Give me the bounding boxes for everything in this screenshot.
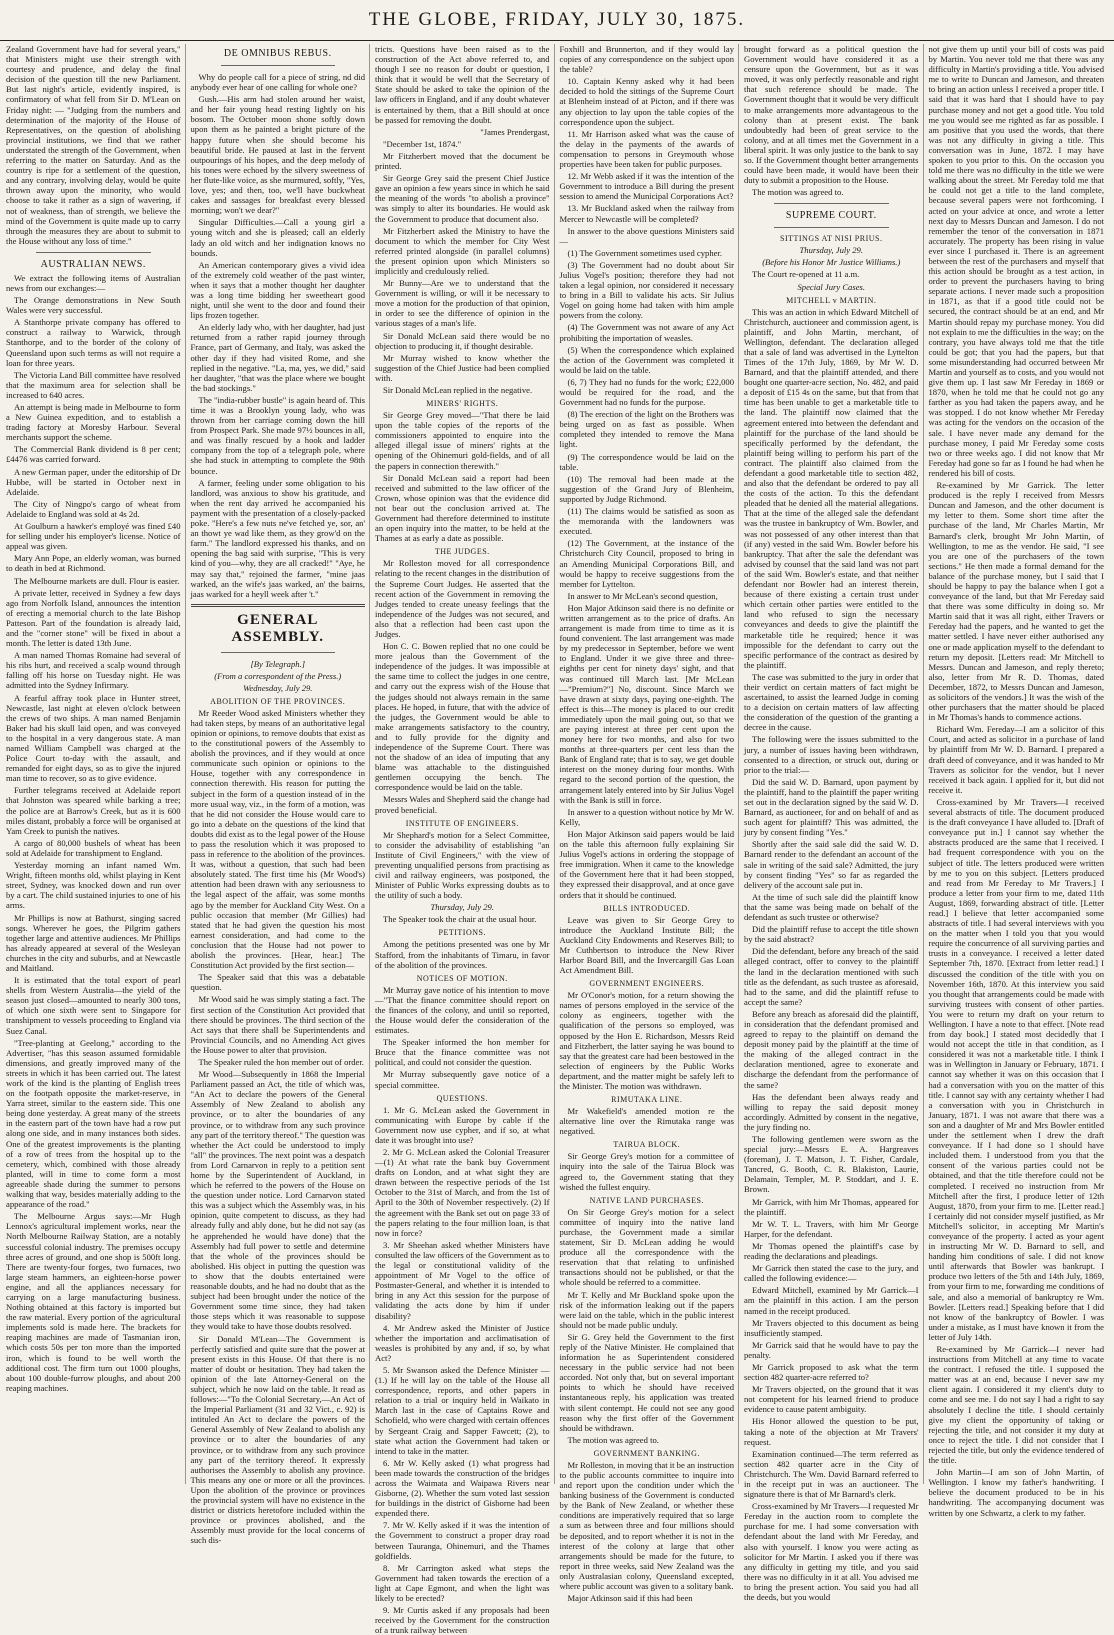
article-paragraph: 8. Mr Carrington asked what steps the Government had taken towards the erection of a light at Cape Egmont, and when the light was likely to be erected?	[375, 1562, 550, 1604]
article-paragraph: 7. Mr W. Kelly asked if it was the intention of the Government to construct a proper dray road between Tauranga, Ohinemuri, and the Thames goldfields.	[375, 1520, 550, 1561]
article-paragraph: At Goulburn a hawker's employé was fined £40 for selling under his employer's license. Notice of appeal was given.	[6, 521, 181, 552]
article-paragraph: A Stanthorpe private company has offered to construct a railway to Warwick, through Stanthorpe, and to the border of the colony of Queensland upon such terms as will not require a loan for three years.	[6, 317, 181, 368]
subheading: INSTITUTE OF ENGINEERS.	[405, 818, 519, 828]
article-paragraph: A new German paper, under the editorship of Dr Hubbe, will be started in October next in Adelaide.	[6, 466, 181, 497]
article-paragraph: Messrs Wales and Shepherd said the change had proved beneficial.	[375, 794, 550, 815]
article-paragraph: Mr Phillips is now at Bathurst, singing sacred songs. Wherever he goes, the Pilgrim gathers together large and attentive audiences. Mr Phillips has already appeared at several of the Wesleyan churches in the city and suburbs, and at Newcastle and Maitland.	[6, 912, 181, 973]
subheading: MINERS' RIGHTS.	[426, 399, 499, 409]
article-paragraph: Cross-examined by Mr Travers—I received several abstracts of title. The document produced is the draft conveyance I have alluded to. [Draft of conveyance put in.] I cannot say whether the abstracts produced are the same that I received. I had frequent correspondence with you on the subject of title. The letters produced were written by me to you on this subject. [Letters produced and read from Mr Fereday to Mr Travers.] I produce a letter from your firm to me, dated 11th August, 1869, forwarding abstract of title. [Letter read.] I believe that letter accompanied some abstracts of title. I had several interviews with you on the matter when I told you that you would require the concurrence of all surviving parties and trusts in a conveyance. I received a letter dated September 7th, 1870. [Extract from letter read.] I discussed the condition of the title with you on November 16th, 1870. At this interview you said you thought that arrangements could be made with surviving trustees with consent of other parties. You were to return my draft on your return to Wellington. I have a note to that effect. [Note read from day book.] I stated most decidedly that I would not accept the title in that condition, as I considered it was not a marketable title. I think I was in Wellington in January or February, 1871. I cannot say whether it was on this occasion that I had a conversation with you on the matter of this title. I cannot say with any certainty whether I had a conversation with you in Christchurch in January, 1871. I was not aware that there was a son and a daughter of Mr and Mrs Bowler entitled under the settlement when I drew the draft conveyance. If I had done so I should have included them. I understood from you that the consent of the various parties could not be obtained, and that the title therefore could not be completed. I received no instruction from Mr Mitchell after the first, I produce letter of 12th August, 1870, from your firm to me. [Letter read.] I certainly did not consider myself justified, as Mr Mitchell's solicitor, in accepting Mr Martin's conveyance of the property. I acted as your agent in instructing Mr W. D. Barnard to sell, and handing him conditions of sale. I did not know until afterwards that Bowler was bankrupt. I produce two letters of the 5th and 14th July, 1869, from your firm to me, forwarding me conditions of sale, and also a memorial of bankruptcy re Wm. Bowler. [Letters read.] Speaking before that I did not know of the bankruptcy of Bowler. I was under a mistake, as I must have known it from the letter of July 14th.	[928, 796, 1104, 1342]
subheading: RIMUTAKA LINE.	[611, 1095, 683, 1105]
article-paragraph: Re-examined by Mr Garrick—I never had instructions from Mitchell at any time to vacate the contract. I refused the title. I supposed the matter was at an end, because I never saw my client again. I considered it my client's duty to come and see me. I do not say I had a right to say absolutely I decline the title. I should certainly give my client the opportunity of taking or rejecting the title, and not consider it my duty at once to reject the title. I did not consider that I rejected the title, but only the evidence tendered of the title.	[928, 1344, 1104, 1466]
article-paragraph: 5. Mr Swanson asked the Defence Minister —(1.) If he will lay on the table of the House all correspondence, reports, and other papers in relation to a trial or inquiry held in Waikato in March last in the case of Captains Rowe and Schofield, who were charged with certain offences by Sergeant Craig and Sapper Fawcett; (2), to state what action the Government had taken or intend to take in the matter.	[375, 1364, 550, 1456]
article-paragraph: Examination continued—The term referred as section 482 quarter acre in the City of Christchurch. The Wm. David Barnard referred to in the receipt put in was an auctioneer. The signature there is that of Mr Barnard's clerk.	[744, 1448, 919, 1500]
article-paragraph: not give them up until your bill of costs was paid by Martin. You never told me that there was any difficulty in Martin's providing a title. You advised me to write to Duncan and Jameson, and threaten to bring an action unless I received a proper title. I said that it was hard that I should have to pay purchase money and not get a good title. You told me you would see me righted as far as possible. I am positive that you used the words, that there was not any difficulty in giving a title. This conversation was in June, 1872. I may have spoken to you prior to this. On the occasion you told me there was no difficulty in the title we were walking about the street. Mr Fereday told me that he could not get a title to the land complete, because several papers were not forthcoming. I acted on your advice at once, and wrote a letter next day to Messrs Duncan and Jameson. I do not remember the tenor of the conversation in 1871 accurately. The property has been rising in value ever since I purchased it. There is an agreement between the rest of the purchasers and myself that this action should be brought as a test action, in order to prevent the purchasers having to bring separate actions. I never made such a proposition in 1871, as that if a good title could not be secured, the contract should be at an end, and Mr Martin should repay my purchase money. You did not explain to me the difficulties in the way; on the contrary, you have always told me that the title could be got; that you had the papers, but that some misunderstanding had occurred between Mr Martin and yourself as to costs, and you would not give them up. I last saw Mr Fereday in 1869 or 1870, when he told me that he could not go any farther as you had taken the papers away, and he was stopped. I do not know whether Mr Fereday was acting for the vendors on the occasion of the sale. I have never made any demand for the purchase money, I paid Mr Fereday some costs two or three weeks ago. I did not know that Mr Fereday had gone so far as I found he had when he rendered his bill of costs.	[928, 44, 1104, 478]
article-paragraph: In answer to a question without notice by Mr W. Kelly,	[559, 806, 734, 827]
article-paragraph: Sir Donald McLean replied in the negative.	[383, 385, 533, 395]
article-paragraph: 2. Mr G. McLean asked the Colonial Treasurer—(1) At what rate the bank buy Government drafts on London, and at what sight they are drawn between the respective periods of the 1st October to the 31st of March, and from the 1st of April to the 30th of November respectively. (2) If the agreement with the Bank set out on page 33 of the papers relating to the four million loan, is that now in force?	[375, 1147, 550, 1238]
article-paragraph: The case was submitted to the jury in order that their verdict on certain matters of fact might be ascertained, to assist the learned Judge in coming to a decision on certain matters of law affecting the consideration of the question of the granting a decree in the cause.	[744, 671, 919, 733]
signature-date: "December 1st, 1874."	[383, 138, 462, 149]
article-paragraph: Sir George Grey's motion for a committee of inquiry into the sale of the Tairua Block was agreed to, the Government stating that they wished the fullest enquiry.	[559, 1151, 734, 1192]
article-paragraph: Sir Donald M'Lean—The Government is perfectly satisfied and quite sure that the power at present exists in this House. Of that there is no matter of doubt or hesitation. They had taken the opinion of the late Attorney-General on the subject, which he now laid on the table. It read as follows:—"To the Colonial Secretary,—An Act of the Imperial Parliament (31 and 32 Vict., c. 92) is intituled An Act to declare the powers of the General Assembly of New Zealand to abolish any province or to alter the boundaries of any province, or to withdraw from any such province any part of the territory thereof. It expressly authorises the Assembly to abolish any province. This means any one or more or all the provinces. Upon the abolition of the province or provinces the provincial system will have no existence in the district or districts heretofore included within the province or provinces abolished, and the Assembly must provide for the local concerns of such dis-	[190, 1333, 365, 1546]
article-paragraph: Edward Mitchell, examined by Mr Garrick—I am the plaintiff in this action. I am the person named in the receipt produced.	[744, 1285, 919, 1316]
article-paragraph: A farmer, feeling under some obligation to his landlord, was anxious to show his gratitude, and when the rent day arrived he accompanied his payment with the presentation of a closely-packed poke. "Here's a few nuts ne've fetched ye, sor, an' an thowt ye wad like them, as they grow'd on the farm." The landlord expressed his thanks, and on opening the bag said with surprise, "This is very kind of you—why, they are all cracked!" "Aye, he may say that," rejoined the farmer, "mine jaas warked, an the wife's jaas warked, an' the bairns, jaas warked for a heyll week after 't."	[190, 477, 365, 599]
article-paragraph: (12) The Government, at the instance of the Christchurch City Council, proposed to bring in an Amending Municipal Corporations Bill, and would be happy to receive suggestions from the member for Lyttelton.	[559, 538, 734, 589]
article-paragraph: Mr Travers objected, on the ground that it was not competent for his learned friend to produce evidence to cause patent ambiguity.	[744, 1384, 919, 1415]
column-5	[744, 44, 924, 1603]
article-paragraph: 3. Mr Sheehan asked whether Ministers have consulted the law officers of the Government as to the legal or constitutional validity of the appointment of Mr Vogel to the office of Postmaster-General, and whether it is intended to bring in any Act this session for the purpose of validating the acts done by him if under disability?	[375, 1239, 550, 1321]
subheading: GOVERNMENT ENGINEERS.	[589, 979, 705, 989]
masthead-title: THE GLOBE, FRIDAY, JULY 30, 1875.	[368, 9, 746, 30]
divider	[221, 652, 336, 653]
subheading: PETITIONS.	[438, 928, 486, 938]
article-paragraph: Mr Rolleston, in moving that it be an instruction to the public accounts committee to inquire into and report upon the condition under which the banking business of the Government is conducted by the Bank of New Zealand, or whether these conditions are imperatively required that so large a sum as between three and four millions should be deposited, and to report whether it is not in the interest of the colony at large that other arrangements should be made for the future, to report in three weeks, said New Zealand was the only Australasian colony, Queensland excepted, where public account was given to a solitary bank.	[559, 1459, 734, 1592]
article-paragraph: Did the said W. D. Barnard, upon payment by the plaintiff, hand to the plaintiff the paper writing set out in the declaration signed by the said W. D. Barnard, as auctioneer, for and on behalf of and as such agent for plaintiff? This was admitted, the jury by consent finding "Yes."	[744, 776, 919, 838]
article-paragraph: Among the petitions presented was one by Mr Stafford, from the inhabitants of Timaru, in favor of the abolition of the provinces.	[375, 939, 550, 970]
subheading: BILLS INTRODUCED.	[603, 903, 691, 913]
article-paragraph: Gush.—His arm had stolen around her waist, and her fair young head resting lightly on his bosom. The October moon shone softly down upon them as he painted a bright picture of the happy future when she should become his beautiful bride. He paused at last in the fervent outpourings of his hopes, and the deep melody of his tones were echoed by the silvery sweetness of her flute-like voice, as she murmured, softly, "Yes, love, yes; and then, too, we'll have buckwheat cakes and sassages for breakfast every blessed morning; won't we dear?"	[190, 94, 365, 216]
article-paragraph: Major Atkinson said if this had been	[567, 1593, 693, 1604]
article-paragraph: (6, 7) They had no funds for the work; £22,000 would be required for the road, and the Government had no funds for the purpose.	[559, 376, 734, 408]
article-paragraph: Mr Murray subsequently gave notice of a special committee.	[375, 1069, 550, 1090]
article-paragraph: Mr Bunny—Are we to understand that the Government is willing, or will it be necessary to move a motion for the production of that opinion, in order to see the difference of opinion in the various stages of a man's life.	[375, 278, 550, 329]
article-paragraph: Did the defendant, before any breach of the said alleged contract, offer to convey to the plaintiff the land in the declaration mentioned with such title as the defendant, as such trustee as aforesaid, had to the same, and did the plaintiff refuse to accept the same?	[744, 946, 919, 1007]
article-paragraph: Mr Garrick then stated the case to the jury, and called the following evidence:—	[744, 1263, 919, 1284]
column-1	[6, 44, 186, 1484]
column-2	[190, 44, 371, 1546]
article-paragraph: A cargo of 80,000 bushels of wheat has been sold at Adelaide for transhipment to England.	[6, 837, 181, 858]
subheading: ABOLITION OF THE PROVINCES.	[210, 696, 346, 706]
article-paragraph: The Melbourne Argus says:—Mr Hugh Lennox's agricultural implement works, near the North Melbourne Railway Station, are a notably successful colonial industry. The premises occupy three acres of ground, and one shop is 500ft long. There are twenty-four forges, two furnaces, two large steam hammers, an eighteen-horse power engine, and all the appliances necessary for carrying on a large manufacturing business. Nothing obtained at this factory is imported but the raw material. Every portion of the agricultural implements sold is made here. The brackets for reaping machines are made of Tasmanian iron, which costs 50s per ton more than the imported iron, which is found to be well worth the additional cost. The firm turn out 1000 ploughs, about 100 double-furrow ploughs, and about 200 reaping machines.	[6, 1211, 181, 1393]
article-paragraph: Re-examined by Mr Garrick. The letter produced is the reply I received from Messrs Duncan and Jameson, and the other document is my letter to them. Some short time after the purchase of the land, Mr Charles Martin, Mr Barnard's clerk, brought Mr John Martin, of Wellington, to me as the vendor. He said, "I see you are one of the purchasers of the town sections." He then made a formal demand for the balance of the purchase money, but I said that I should be happy to pay the balance when I got a conveyance of the land, but that Mr Fereday said that there was some difficulty in doing so. Mr Martin said that it was all right, either Travers or Fereday had the papers, and he wanted to get the matter settled. I have never either authorised any one or made application myself to the defendant to return my deposit. [Letters read: Mr Mitchell to Messrs. Duncan and Jameson, and reply thereto; also, letter from Mr R. D. Thomas, dated December, 1872, to Messrs Duncan and Jameson, as solicitors of the vendors.] It was the wish of the other purchasers that the matter should be placed in Mr Thomas's hands to commence actions.	[928, 480, 1104, 723]
article-paragraph: (3) The Government had no doubt about Sir Julius Vogel's position; therefore they had not taken a legal opinion, nor considered it necessary to bring in a Bill to validate his acts. Sir Julius Vogel on going home had taken with him ample powers from the colony.	[559, 259, 734, 321]
article-paragraph: (1) The Government sometimes used cypher.	[567, 247, 722, 258]
article-paragraph: At the time of such sale did the plaintiff know that the same was being made on behalf of the defendant as such trustee or otherwise?	[744, 891, 919, 923]
article-paragraph: Mr Travers objected to this document as being insufficiently stamped.	[744, 1317, 919, 1338]
article-paragraph: Mr O'Conor's motion, for a return showing the names of persons employed in the service of the colony as engineers, together with the qualification of the persons so employed, was opposed by the Hon E. Richardson, Messrs Reid and Fitzherbert, the latter saying he was bound to say that the greatest care had been bestowed in the selection of engineers by the Public Works department, and the matter might be safely left to the Minister. The motion was withdrawn.	[559, 990, 734, 1091]
article-paragraph: Hon Major Atkinson said papers would be laid on the table this afternoon fully explaining Sir Julius Vogel's actions in ordering the stoppage of free immigration. When it came to the knowledge of the Government here that it had been stopped, they expressed their disapproval, and at once gave orders that it should be continued.	[559, 828, 734, 900]
article-paragraph: Has the defendant been always ready and willing to repay the said deposit money accordingly. Admitted by consent in the negative, the jury finding no.	[744, 1091, 919, 1132]
divider	[191, 604, 366, 607]
article-paragraph: An American contemporary gives a vivid idea of the extremely cold weather of the past winter, when it says that a mother thought her daughter was a long time bidding her sweetheart good night, until she went to the door and found their lips frozen together.	[190, 259, 365, 321]
subheading: SITTINGS AT NISI PRIUS.	[780, 234, 883, 244]
article-paragraph: An attempt is being made in Melbourne to form a New Guinea expedition, and to establish a trading factory at Moresby Harbour. Several merchants support the scheme.	[6, 402, 181, 443]
article-paragraph: Mr Thomas opened the plaintiff's case by reading the declarations and pleadings.	[744, 1240, 919, 1262]
article-paragraph: 10. Captain Kenny asked why it had been decided to hold the sittings of the Supreme Court at Blenheim instead of at Picton, and if there was any objection to lay upon the table copies of the correspondence upon the subject.	[559, 76, 734, 127]
column-3	[375, 44, 555, 1635]
article-paragraph: Mr Wood—Subsequently in 1868 the Imperial Parliament passed an Act, the title of which was, "An Act to declare the powers of the General Assembly of New Zealand to abolish any province, or to alter the boundaries of any province, or to withdraw from any such province any part of the territory thereof." The question was whether the Act could be understood to imply "all" the provinces. The next point was a despatch from Lord Carnarvon in reply to a petition sent home by the Superintendent of Auckland, in which he referred to the powers of the House on the question under notice. Lord Carnarvon stated this was a subject which the Assembly was, in his opinion, quite competent to discuss, as they had already fully and ably done, but he did not say (as he apprehended he would have done) that the Assembly had full power to settle and determine that the whole of the provinces should be abolished. His object in putting the question was to show that the doubts entertained were reasonable doubts, and he had no doubt that as the subject had been brought under the notice of the Government some time since, they had taken those steps which it was reasonable to suppose they would take to have those doubts resolved.	[190, 1069, 365, 1332]
divider	[221, 65, 336, 66]
divider	[36, 252, 151, 253]
article-paragraph: This was an action in which Edward Mitchell of Christchurch, auctioneer and commission agent, is plaintiff, and John Martin, merchant, of Wellington, defendant. The declaration alleged that a sale of land was advertised in the Lyttelton Times of the 17th July, 1869, by Mr W. D. Barnard, and that the plaintiff attended, and there bought one quarter-acre section, No. 482, and paid a deposit of £15 4s on the same, but that from that time has been unable to get a marketable title to the land. The plaintiff now claimed that the agreement entered into between the defendant and plaintiff for the purchase of the land should be specifically performed by the defendant, the plaintiff being willing to perform his part of the contract. The plaintiff also claimed from the defendant a good marketable title to section 482, and also that the defendant be ordered to pay all the costs of the action. To this the defendant pleaded that he denied all the material allegations. That at the time of the alleged sale the defendant was the trustee in bankruptcy of Wm. Bowler, and was not possessed of any other interest than that (if any) vested in the said Wm. Bowler before his bankruptcy. That after the sale the defendant was advised by counsel that the said land was not part of the said Wm. Bowler's estate, and that neither defendant nor Bowler had an interest therein, because of there existing a certain trust under which certain other parties were entitled to the land who refused to sign the necessary conveyances and deeds to give the plaintiff the marketable title he required; hence it was impossible for the defendant to carry out the specific performance of the contract as desired by the plaintiff.	[744, 306, 919, 670]
article-paragraph: (9) The correspondence would be laid on the table.	[559, 451, 734, 472]
article-paragraph: Sir Donald McLean said a report had been received and submitted to the law officer of the Crown, whose opinion was that the evidence did not bear out the conclusion arrived at. The Government had therefore determined to institute an open inquiry into the matter, to be held at the Thames at as early a date as possible.	[375, 472, 550, 544]
article-paragraph: Hon Major Atkinson said there is no definite or written arrangement as to the price of drafts. An arrangement is made from time to time as it is found convenient. The last arrangement was made by my predecessor in September, before we went to England. Under it we give three and three-eighths per cent for ninety days' sight, and that was continued till March last. [Mr McLean—"Premium?"] No, discount. Since March we have drawn at sixty days, paying one-eighth. The effect is this—The money is placed to our credit immediately upon the mail going out, so that we are paying interest at three per cent upon the money here for two months, and also for two months at three-quarters per cent less than the Bank of England rate; that is to say, we get double interest on the money during four months. With regard to the second portion of the question, the arrangement lately entered into by Sir Julius Vogel with the Bank is still in force.	[559, 602, 734, 805]
article-paragraph: The Speaker said that this was a debatable question.	[190, 972, 365, 993]
article-paragraph: A man named Thomas Romaine had several of his ribs hurt, and received a scalp wound through falling off his horse on Tuesday night. He was admitted into the Sydney Infirmary.	[6, 650, 181, 691]
subheading: GOVERNMENT BANKING.	[593, 1448, 700, 1458]
divider	[774, 203, 889, 204]
article-paragraph: Before any breach as aforesaid did the plaintiff, in consideration that the defendant promised and agreed to repay to the plaintiff on demand the deposit money paid by the plaintiff at the time of the making of the alleged contract in the declaration mentioned, agree to exonerate and discharge the defendant from the performance of the same?	[744, 1008, 919, 1090]
article-paragraph: Sir George Grey said the present Chief Justice gave an opinion a few years since in which he said the meaning of the words "to abolish a province" was simply to alter its boundaries. He would ask the Government to produce that document also.	[375, 173, 550, 224]
article-paragraph: 11. Mr Harrison asked what was the cause of the delay in the payments of the awards of compensation to persons in Greymouth whose properties have been taken for public purposes.	[559, 128, 734, 170]
article-paragraph: The Speaker informed the hon member for Bruce that the finance committee was not political, and could not consider the question.	[375, 1037, 550, 1068]
article-paragraph: His Honor allowed the question to be put, taking a note of the objection at Mr Travers' request.	[744, 1416, 919, 1447]
article-paragraph: In answer to the above questions Ministers said—	[559, 225, 734, 246]
article-paragraph: The Victoria Land Bill committee have resolved that the maximum area for selection shall be increased to 640 acres.	[6, 369, 181, 400]
case-title: MITCHELL v MARTIN.	[786, 295, 877, 305]
article-paragraph: An elderly lady who, with her daughter, had just returned from a rather rapid journey through France, part of Germany, and Italy, was asked the other day if they had visited Rome, and she replied in the negative. "La, ma, yes, we did," said her daughter, "that was the place where we bought the bad stockings."	[190, 322, 365, 393]
article-paragraph: The City of Ningpo's cargo of wheat from Adelaide to England was sold at 4s 2d.	[6, 498, 181, 519]
article-paragraph: Mr Garrick said that he would have to pay the penalty.	[744, 1339, 919, 1360]
article-paragraph: Mr Murray wished to know whether the suggestion of the Chief Justice had been complied with.	[375, 352, 550, 383]
article-paragraph: The motion was agreed to.	[567, 1434, 659, 1445]
article-paragraph: Leave was given to Sir George Grey to introduce the Auckland Institute Bill; the Auckland City Endowments and Reserves Bill; to Mr Cuthbertson to introduce the New River Harbor Board Bill, and the Invercargill Gas Loan Act Amendment Bill.	[559, 914, 734, 976]
article-paragraph: A private letter, received in Sydney a few days ago from Norfolk Island, announces the intention of erecting a memorial church to the late Bishop Patteson. Part of the foundation is already laid, and the "corner stone" will be fixed in about a month. The letter is dated 13th June.	[6, 587, 181, 649]
article-paragraph: (4) The Government was not aware of any Act prohibiting the importation of weasles.	[559, 322, 734, 343]
article-paragraph: In answer to Mr McLean's second question,	[567, 590, 718, 601]
article-paragraph: Mr Fitzherbert moved that the document be printed.	[375, 150, 550, 172]
column-4	[559, 44, 740, 1604]
article-paragraph: Sir George Grey moved—"That there be laid upon the table copies of the reports of the commissioners appointed to enquire into the alleged illegal issue of miners' rights at the opening of the Ohinemuri gold-fields, and of all the papers in connection therewith."	[375, 410, 550, 471]
byline: (From a correspondent of the Press.)	[214, 670, 342, 681]
article-paragraph: 4. Mr Andrew asked the Minister of Justice whether the importation and acclimatisation of weasles is prohibited by any and, if so, by what Act?	[375, 1322, 550, 1363]
article-paragraph: The following were the issues submitted to the jury, a number of issues having been withdrawn, consented to a direction, or struck out, during or prior to the trial:—	[744, 734, 919, 775]
section-heading-de-omnibus-rebus: DE OMNIBUS REBUS.	[223, 48, 332, 59]
article-paragraph: It is estimated that the total export of pearl shells from Western Australia—the yield of the season just closed—amounted to nearly 300 tons, of which one sixth were sent to Singapore for transhipment to vessels proceeding to England via Suez Canal.	[6, 975, 181, 1036]
article-paragraph: Shortly after the said sale did the said W. D. Barnard render to the defendant an account of the sale in writing of the said sale? Admitted, the jury by consent finding "Yes" so far as regarded the delivery of the account sale put in.	[744, 839, 919, 890]
article-paragraph: A fearful affray took place in Hunter street, Newcastle, last night at eleven o'clock between the crews of two ships. A man named Benjamin Baker had his skull laid open, and was conveyed to the hospital in a very dangerous state. A man named William Campbell was charged at the Police Court to-day with the assault, and remanded for eight days, so as to give the injured man time to recover, so as to give evidence.	[6, 692, 181, 784]
article-paragraph: 12. Mr Webb asked if it was the intention of the Government to introduce a Bill during the present session to amend the Municipal Corporations Act?	[559, 171, 734, 202]
subheading: Special Jury Cases.	[797, 281, 866, 292]
article-paragraph: The Speaker took the chair at the usual hour.	[383, 914, 537, 925]
subheading: NATIVE LAND PURCHASES.	[589, 1195, 704, 1205]
presiding-judge: (Before his Honor Mr Justice Williams.)	[762, 257, 901, 268]
article-paragraph: John Martin—I am son of John Martin, of Wellington. I know my father's handwriting. I believe the document produced to be in his handwriting. The accompanying document was written by one Schwartz, a clerk to my father.	[928, 1467, 1104, 1518]
article-paragraph: Sir Donald McLean said there would be no objection to producing it, if thought desirable.	[375, 330, 550, 351]
article-paragraph: brought forward as a political question the Government would have considered it as a censure upon the Government, but as it was moved, it was only perfectly reasonable and right that such reference should be made. The Government thought that it would be very difficult to make arrangements more advantageous to the colony than at present exist. The bank undoubtedly had been of great service to the colony, and at all times met the Government in a liberal spirit. It was only justice to the bank to say so. If the Government thought better arrangements could have been made, it would have been their duty to submit a proposition to the House.	[744, 44, 919, 186]
article-paragraph: We extract the following items of Australian news from our exchanges:—	[6, 272, 181, 293]
column-6	[928, 44, 1109, 1518]
article-paragraph: 1. Mr G. McLean asked the Government in communicating with Europe by cable if the Government now use cypher, and if so, at what date it was brought into use?	[375, 1104, 550, 1145]
article-paragraph: (8) The erection of the light on the Brothers was being urged on as fast as possible. When completed they intended to remove the Mana light.	[559, 409, 734, 450]
article-paragraph: On Sir George Grey's motion for a select committee of inquiry into the native land purchase, the Government made a similar statement, Sir D. McLean adding he would produce all the correspondence with the reservation that that relating to unfinished transactions should not be published, or that the whole should be referred to a committee.	[559, 1206, 734, 1288]
article-paragraph: Sir G. Grey held the Government to the first reply of the Native Minister. He complained that information he as Superintendent considered necessary in the public service had not been accorded. Not only that, but on several important points to which he should have received instantaneous reply, his application was treated with silent contempt. He could not see any good reason why the first offer of the Government should be withdrawn.	[559, 1331, 734, 1433]
section-heading-supreme-court: SUPREME COURT.	[785, 210, 877, 222]
article-paragraph: Mr Reeder Wood asked Ministers whether they had taken steps, by means of an authoritative legal opinion or opinions, to remove doubts that exist as to the constitutional powers of the Assembly to abolish the provinces, and if they would at once communicate such opinion or opinions to the House, together with any correspondence in connection therewith. His reason for putting the subject in the form of a question instead of in the more usual way, viz., in the form of a motion, was that he did not consider the House would care to go into a debate on the questions of the kind that doubts did exist as to the legal power of the House to pass the resolution which it was proposed to pass in reference to the abolition of the provinces. It was, without a question, that such had been absolutely stated. The first time his (Mr Wood's) attention had been drawn with any seriousness to the legal aspect of the affair, was some months ago by the member for Auckland City West. On a public occasion that member (Mr Gillies) had stated that he had given the question his most earnest consideration, and had come to the conclusion that the House had not power to abolish the provinces. [Hear, hear.] The Constitution Act provided by the first section—	[190, 707, 365, 971]
article-paragraph: Mary Ann Pope, an elderly woman, was burned to death in bed at Richmond.	[6, 553, 181, 574]
article-paragraph: The motion was agreed to.	[752, 187, 844, 198]
article-paragraph: Mr Murray gave notice of his intention to move—"That the finance committee should report on the finances of the colony, and until so reported, the House would defer the consideration of the estimates.	[375, 984, 550, 1036]
article-paragraph: "Tree-planting at Geelong," according to the Advertiser, "has this season assumed formidable dimensions, and greatly improved many of the streets in which it has been carried out. The latest work of the kind is the planting of English trees on the footpath opposite the market-reserve, in Yarra street, similar to the eastern side. This one being done yesterday. A great many of the streets in the eastern part of the town have had a row put along one side, and in many instances both sides. One of the greatest improvements is the planting of a row of trees from the hospital up to the cemetery, which, combined with those already planted, will in time to come form a most agreeable shade during the summer to persons walking that way, besides materially adding to the appearance of the road."	[6, 1037, 181, 1210]
dateline: Thursday, July 29.	[799, 245, 863, 256]
article-paragraph: The Melbourne markets are dull. Flour is easier.	[14, 575, 180, 586]
article-paragraph: Further telegrams received at Adelaide report that Johnston was speared while barking a tree; the police are at Barrow's Creek, but as it is 600 miles distant, probably a force will be organised at Yam Creek to punish the natives.	[6, 785, 181, 836]
masthead	[0, 0, 1114, 41]
article-paragraph: The Court re-opened at 11 a.m.	[752, 269, 860, 280]
article-paragraph: 6. Mr W. Kelly asked (1) what progress had been made towards the construction of the bridges across the Waimata and Waipawa Rivers near Gisborne, (2). Whether the sum voted last session for buildings in the district of Gisborne had been expended there.	[375, 1457, 550, 1519]
columns	[6, 44, 1108, 1635]
article-paragraph: 9. Mr Curtis asked if any proposals had been received by the Government for the construction of a trunk railway between	[375, 1605, 550, 1635]
article-paragraph: Mr Wood said he was simply stating a fact. The first section of the Constitution Act provided that there should be provinces. The third section of the Act says that there shall be Superintendents and Provincial Councils, and no Amending Act gives the House power to alter that provision.	[190, 994, 365, 1055]
article-paragraph: Mr Garrick proposed to ask what the term section 482 quarter-acre referred to?	[744, 1361, 919, 1383]
article-paragraph: Singular Difficulties.—Call a young girl a young witch and she is pleased; call an elderly lady an old witch and her indignation knows no bounds.	[190, 217, 365, 258]
article-paragraph: The Speaker ruled the hon member out of order.	[198, 1056, 364, 1067]
article-paragraph: Did the plaintiff refuse to accept the title shown by the said abstract?	[744, 924, 919, 945]
article-paragraph: The following gentlemen were sworn as the special jury:—Messrs E. A. Hargreaves (foreman), J. T. Matson, J. T. Fisher, Cardale, Tancred, G. Booth, C. R. Blakiston, Laurie, Delamain, Templer, M. P. Stoddart, and J. E. Brown.	[744, 1134, 919, 1195]
article-paragraph: Hon C. C. Bowen replied that no one could be more jealous than the Government of the independence of the judges. It was impossible at the same time to collect the judges in one centre, and carry out the express wish of the House that the judges should not always remain in the same places. He hoped, in future, that with the advice of the judges, the Government would be able to make arrangements satisfactory to the country, and to fully provide for the dignity and independence of the Supreme Court. There was not the shadow of an idea of imputing that any blame was attachable to the distinguished gentlemen occupying the bench. The correspondence would be laid on the table.	[375, 641, 550, 793]
article-paragraph: Mr Shephard's motion for a Select Committee, to consider the advisability of establishing "an Institute of Civil Engineers," with the view of preventing unqualified persons from practising as civil and railway engineers, was postponed, the Minister of Public Works expressing doubts as to the utility of such a body.	[375, 829, 550, 901]
divider	[774, 227, 889, 228]
dateline: Wednesday, July 29.	[243, 682, 313, 693]
subheading: TAIRUA BLOCK.	[613, 1140, 681, 1150]
article-paragraph: (5) When the correspondence which explained the action of the Government was completed it would be laid on the table.	[559, 344, 734, 375]
article-paragraph: Cross-examined by Mr Travers—I requested Mr Fereday in the auction room to complete the purchase for me. I had some conversation with defendant about the land with Mr Fereday, and also with yourself. I know you were acting as solicitor for Mr Martin. I asked you if there was any difficulty in getting my title, and you said there was no difficulty in it at all. You advised me to bring the present action. You said you had all the deeds, but you would	[744, 1501, 919, 1603]
article-paragraph: The Orange demonstrations in New South Wales were very successful.	[6, 295, 181, 316]
subheading: NOTICES OF MOTION.	[416, 973, 508, 983]
article-paragraph: (11) The claims would be satisfied as soon as the memoranda with the landowners was executed.	[559, 506, 734, 537]
article-paragraph: Zealand Government have had for several years," that Ministers might use their strength with courtesy and prudence, and delay the final decision of the question till the new Parliament. But last night's article, evidently inspired, is confirmatory of what fell from Sir D. M'Lean on Friday night: — "Judging from the numbers and determination of the majority of the House of Representatives, on the question of abolishing provincial institutions, we find that we rather understated the strength of the Government, when referring to the matter on Saturday. And as the country is ripe for a settlement of the question, and any contrary, involving delay, would be quite thrown away upon the minority, who would choose to take it rather as a sign of wavering, if not of weakness, than of strength, we believe the mind of the Government is quite made up to carry through the measures they are about to submit to the House without any loss of time."	[6, 44, 181, 246]
article-paragraph: Why do people call for a piece of string, nd did anybody ever hear of one calling for whole one?	[190, 72, 365, 93]
section-heading-general-assembly: GENERAL ASSEMBLY.	[231, 611, 325, 645]
subheading: THE JUDGES.	[434, 547, 490, 557]
article-paragraph: Yesterday morning an infant named Wm. Wright, fifteen months old, whilst playing in Kent street, Sydney, was knocked down and run over by a cart. The child sustained injuries to one of his arms.	[6, 860, 181, 911]
section-heading-australian-news: AUSTRALIAN NEWS.	[40, 258, 146, 270]
article-paragraph: 13. Mr Buckland asked when the railway from Mercer to Newcastle will be completed?	[559, 203, 734, 224]
byline: [By Telegraph.]	[250, 658, 306, 669]
article-paragraph: Mr W. T. L. Travers, with him Mr George Harper, for the defendant.	[744, 1218, 919, 1239]
article-paragraph: Mr Fitzherbert asked the Ministry to have the document to which the member for City West referred printed alongside (in parallel columns) the present opinion upon which Ministers so implicitly and credulously relied.	[375, 225, 550, 276]
article-paragraph: Mr Garrick, with him Mr Thomas, appeared for the plaintiff.	[744, 1196, 919, 1217]
article-paragraph: Mr Wakefield's amended motion re the alternative line over the Rimutaka range was negatived.	[559, 1106, 734, 1137]
article-paragraph: Richard Wm. Fereday—I am a solicitor of this Court, and acted as solicitor in a purchase of land by plaintiff from Mr W. D. Barnard. I prepared a draft deed of conveyance, and it was handed to Mr Travers as solicitor for the vendor, but I never received it back again. I applied for it, but did not receive it.	[928, 724, 1104, 795]
article-paragraph: Mr Rolleston moved for all correspondence relating to the recent changes in the distribution of the Supreme Court Judges. He asserted that the recent action of the Government in removing the Judges tended to create uneasy feelings that the independence of the Judges was not secured, and also that a reflection had been cast upon the Judges.	[375, 558, 550, 639]
dateline: Thursday, July 29.	[430, 902, 494, 913]
article-paragraph: Mr T. Kelly and Mr Buckland spoke upon the risk of the information leaking out if the papers were laid on the table, which in the public interest should not be made public unduly.	[559, 1289, 734, 1330]
article-paragraph: Foxhill and Brunnerton, and if they would lay copies of any correspondence on the subject upon the table?	[559, 44, 734, 75]
article-paragraph: The "india-rubber bustle" is again heard of. This time it was a Brooklyn young lady, who was thrown from her carriage coming down the hill from Prospect Park. She made 97½ bounces in all, and was finally rescued by a hook and ladder company from the top of a telegraph pole, where she had stuck in attempting to complete the 98th bounce.	[190, 394, 365, 476]
article-paragraph: The Commercial Bank dividend is 8 per cent; £4476 was carried forward.	[6, 444, 181, 465]
article-paragraph: (10) The removal had been made at the suggestion of the Grand Jury of Blenheim, supported by Judge Richmond.	[559, 473, 734, 504]
article-paragraph: tricts. Questions have been raised as to the construction of the Act above referred to, and though I see no reason for doubt or question, I think that it would be well that the Secretary of State should be asked to take the opinion of the law officers in England, and if any doubt whatever is entertained by them, that a Bill should at once be passed for removing the doubt.	[375, 44, 550, 125]
signature-line: "James Prendergast,	[480, 126, 550, 137]
subheading: QUESTIONS.	[436, 1093, 488, 1103]
